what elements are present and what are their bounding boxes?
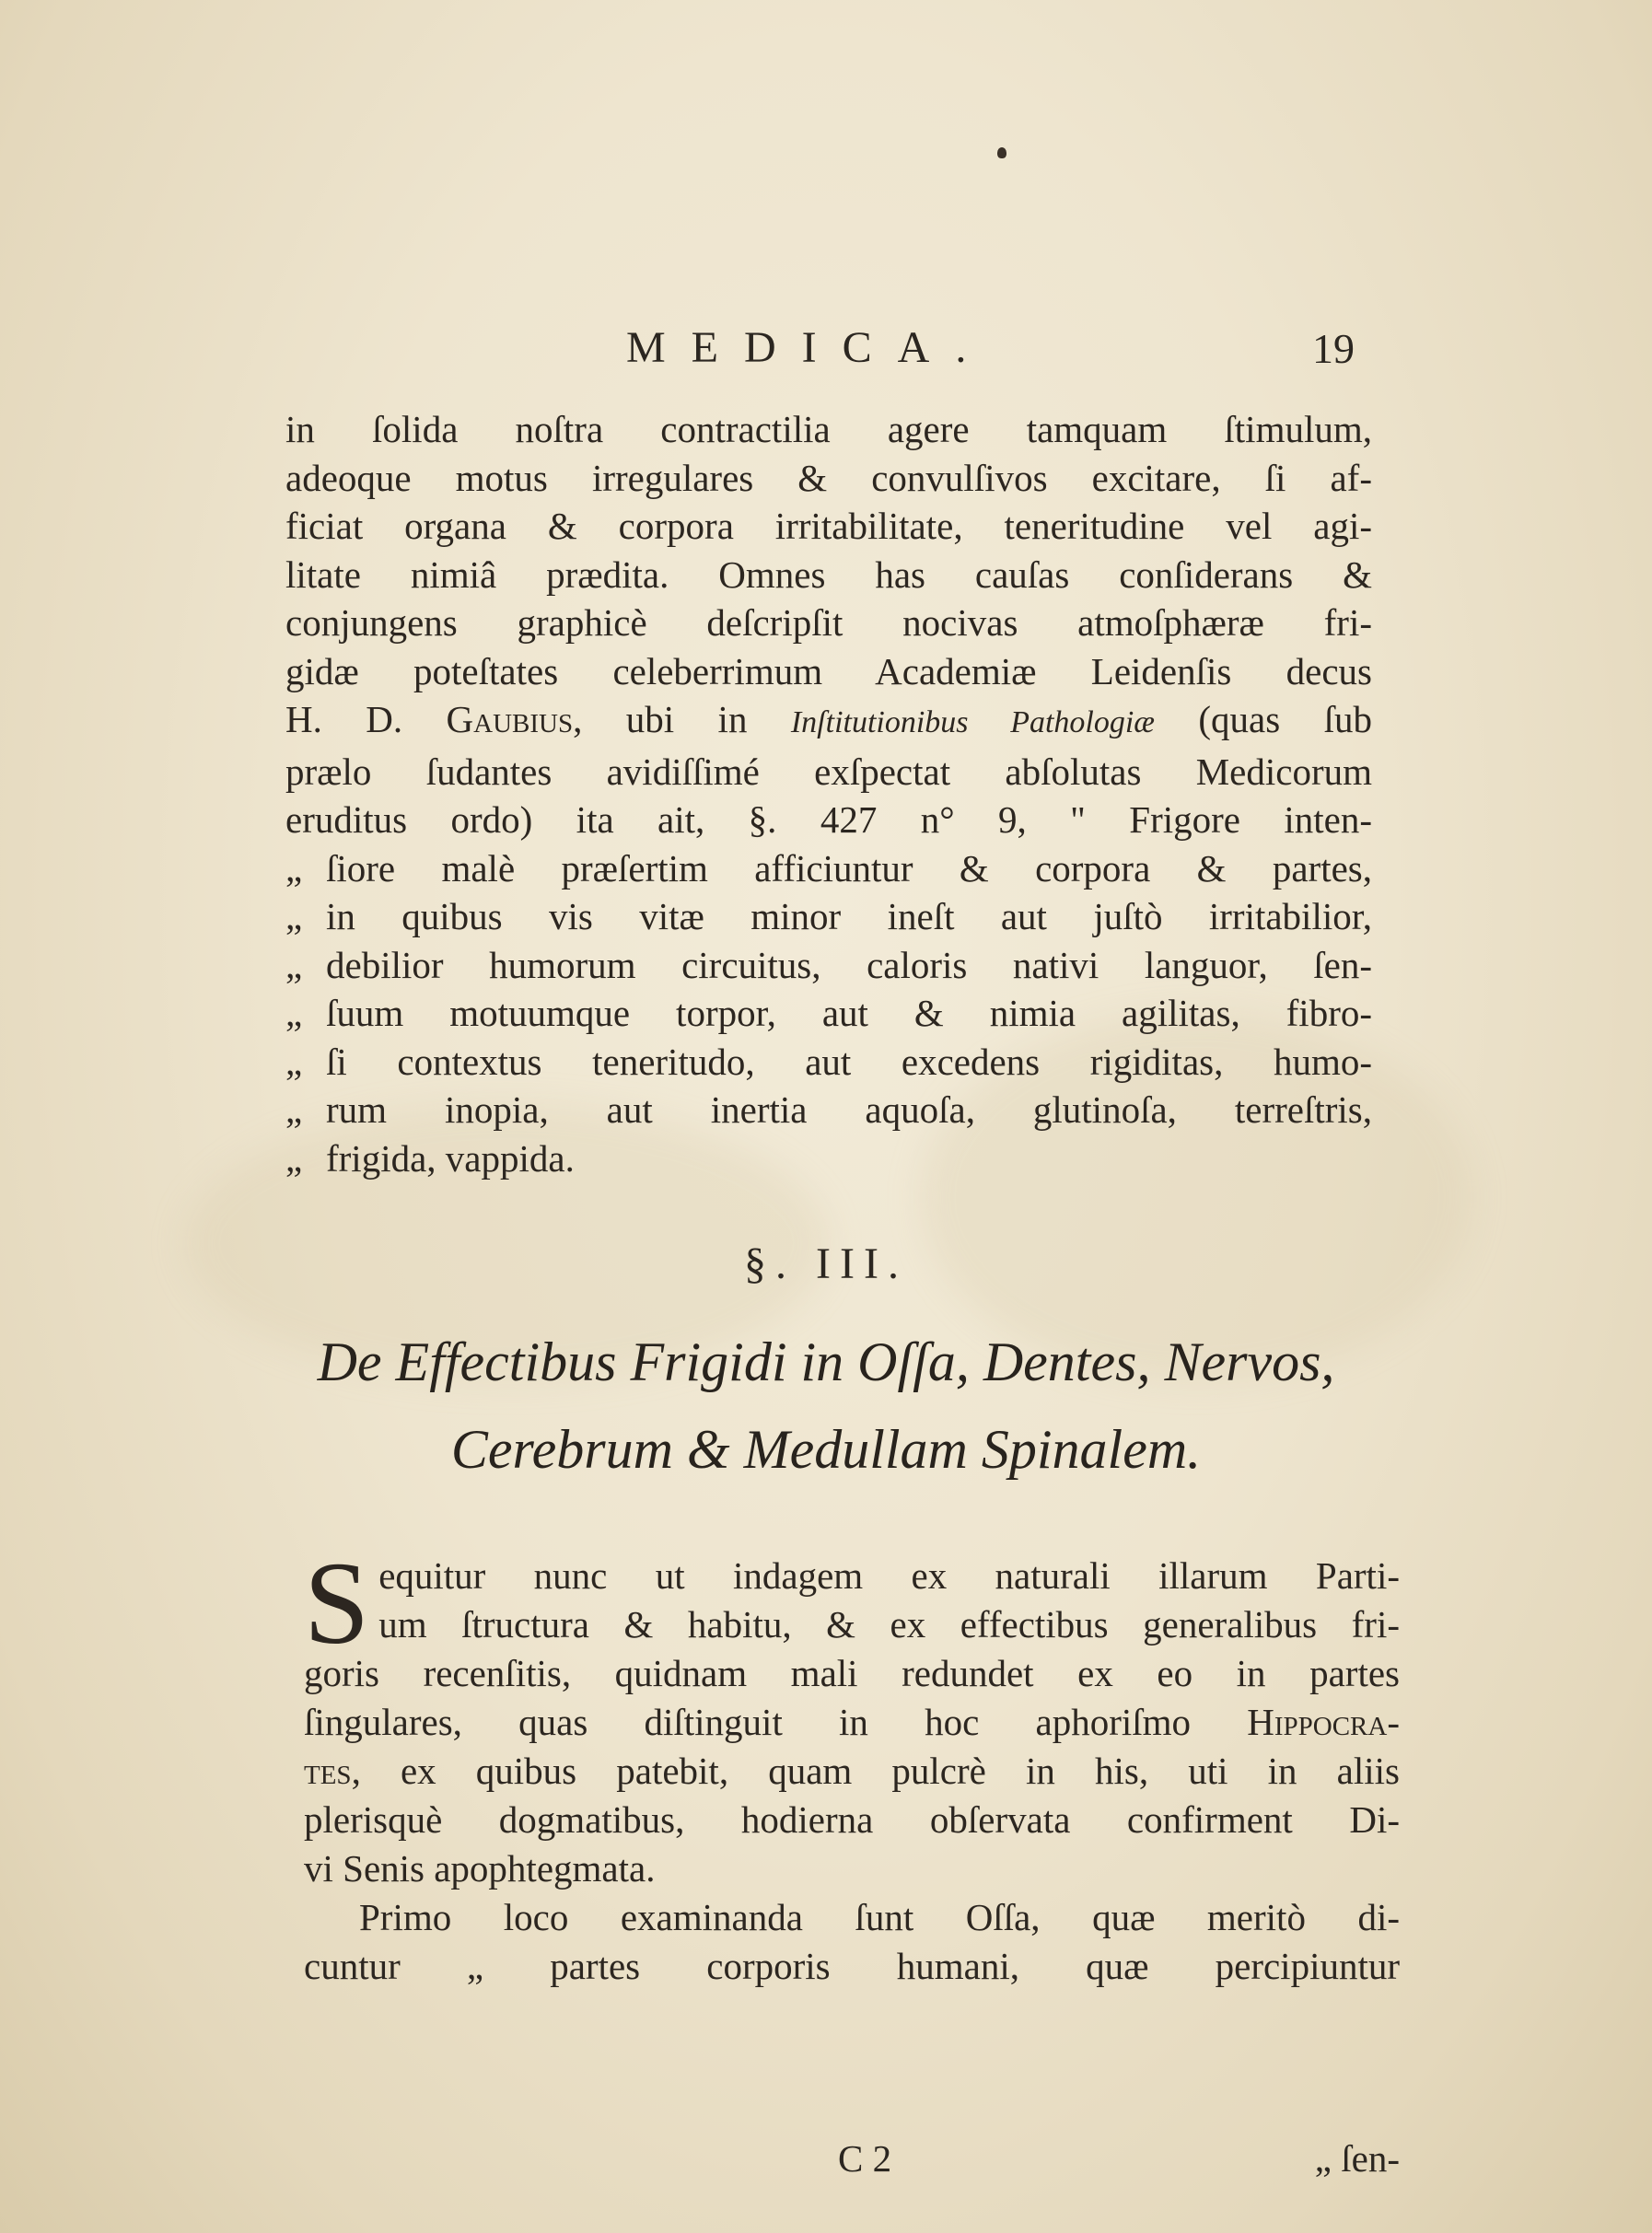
- text-line: [304, 1698, 1400, 1747]
- quote-text: ſuum motuumque torpor, aut & nimia agilitas, fibro-: [326, 992, 1372, 1034]
- page-footer: [304, 2136, 1400, 2192]
- text-fragment: ſingulares, quas diſtinguit in hoc aphoriſmo: [304, 1701, 1248, 1743]
- paragraph-1: [285, 405, 1372, 1182]
- author-name: Hippocra-: [1247, 1701, 1400, 1743]
- ink-mark: [997, 147, 1006, 158]
- section-title-line-2: Cerebrum & Medullam Spinalem.: [450, 1419, 1202, 1480]
- section-number: §. III.: [744, 1239, 908, 1288]
- text-line: prælo ſudantes avidiſſimé exſpectat abſolutas Medicorum: [285, 750, 1372, 793]
- drop-cap: S: [304, 1538, 370, 1669]
- quote-text: ſiore malè præſertim afficiuntur & corpora & partes,: [326, 846, 1372, 890]
- section-title-line-1: De Effectibus Frigidi in Oſſa, Dentes, Nervos,: [317, 1332, 1335, 1392]
- text-line: [285, 695, 1372, 748]
- text-line: um ſtructura & habitu, & ex effectibus generalibus fri-: [378, 1603, 1400, 1646]
- text-line: ficiat organa & corpora irritabilitate, teneritudine vel agi-: [285, 505, 1372, 547]
- text-line: equitur nunc ut indagem ex naturali illarum Parti-: [378, 1554, 1400, 1597]
- work-title: Inſtitutionibus Pathologiæ: [790, 705, 1155, 739]
- text-line: plerisquè dogmatibus, hodierna obſervata confirment Di-: [304, 1798, 1400, 1841]
- text-line: adeoque motus irregulares & convulſivos excitare, ſi af-: [285, 456, 1372, 499]
- quote-text: ſi contextus teneritudo, aut excedens rigiditas, humo-: [326, 1040, 1372, 1083]
- page-header: [276, 322, 1381, 378]
- text-line: conjungens graphicè deſcripſit nocivas atmoſphæræ fri-: [285, 601, 1372, 644]
- author-name: tes: [304, 1750, 352, 1792]
- quote-marker: „: [285, 992, 303, 1034]
- text-fragment: , ex quibus patebit, quam pulcrè in his, uti in aliis: [351, 1750, 1400, 1792]
- quote-marker: „: [285, 895, 303, 937]
- text-fragment: H. D.: [285, 698, 447, 740]
- author-name: Gaubius: [446, 698, 574, 740]
- running-head: MEDICA.: [626, 323, 993, 372]
- quote-marker: „: [285, 846, 303, 890]
- text-line: eruditus ordo) ita ait, §. 427 n° 9, " Frigore inten-: [285, 798, 1372, 841]
- quoted-line: [285, 989, 1372, 1038]
- text-line: goris recenſitis, quidnam mali redundet ex eo in partes: [304, 1652, 1400, 1694]
- paragraph-2: [304, 1538, 1400, 1991]
- quote-text: rum inopia, aut inertia aquoſa, glutinoſa, terreſtris,: [326, 1088, 1372, 1131]
- text-line: vi Senis apophtegmata.: [304, 1847, 656, 1890]
- text-fragment: , ubi in: [573, 698, 791, 740]
- quote-text: debilior humorum circuitus, caloris nativi languor, ſen-: [326, 943, 1372, 986]
- catchword: „ ſen-: [1314, 2137, 1400, 2180]
- quote-text: in quibus vis vitæ minor ineſt aut juſtò irritabilior,: [326, 895, 1372, 937]
- text-fragment: (quas ſub: [1154, 698, 1372, 740]
- text-line: in ſolida noſtra contractilia agere tamquam ſtimulum,: [285, 408, 1372, 450]
- quote-marker: „: [285, 1088, 303, 1131]
- quote-text: frigida, vappida.: [326, 1136, 575, 1180]
- text-line: litate nimiâ prædita. Omnes has cauſas conſiderans &: [285, 552, 1372, 596]
- quoted-line: [285, 1086, 1372, 1134]
- quoted-line: [285, 892, 1372, 941]
- quoted-line: [285, 1134, 1372, 1183]
- quoted-line: [285, 1038, 1372, 1087]
- quote-marker: „: [285, 1136, 303, 1180]
- quoted-line: [285, 844, 1372, 893]
- text-line: cuntur „ partes corporis humani, quæ percipiuntur: [304, 1945, 1400, 1987]
- page-number: 19: [1312, 325, 1355, 372]
- quoted-line: [285, 941, 1372, 990]
- quote-marker: „: [285, 1040, 303, 1083]
- quote-marker: „: [285, 943, 303, 986]
- text-line: [304, 1747, 1400, 1796]
- text-line: Primo loco examinanda ſunt Oſſa, quæ meritò di-: [359, 1896, 1400, 1938]
- signature-mark: C 2: [838, 2137, 892, 2180]
- text-line: gidæ poteſtates celeberrimum Academiæ Leidenſis decus: [285, 649, 1372, 692]
